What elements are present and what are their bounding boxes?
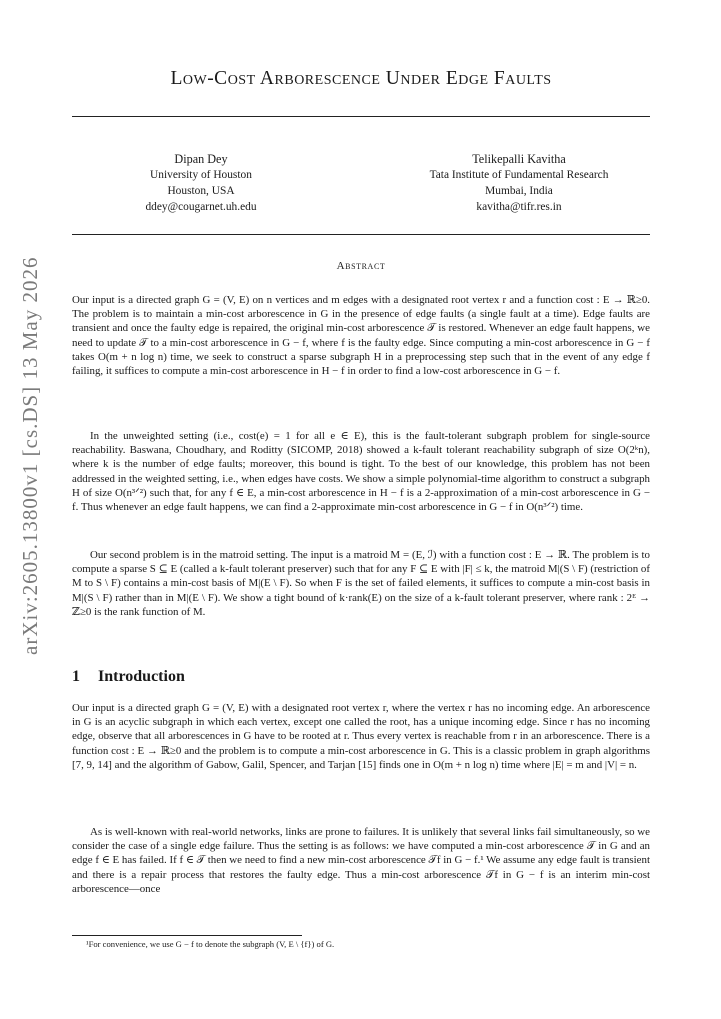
footnote-rule [72,935,302,936]
paper-title: Low-Cost Arborescence Under Edge Faults [170,68,552,89]
author-email[interactable]: ddey@cougarnet.uh.edu [145,201,257,213]
abstract-paragraph: Our input is a directed graph G = (V, E) on n vertices and m edges with a designated root vertex r and a function cost : E → ℝ≥0. The problem is to maintain a min-cost arborescence in G in the presence of edge faults (a single fault at a time). Edge faults are transient and once the faulty edge is repaired, the original min-cost arborescence 𝒯 is restored. Whenever an edge fault happens, we need to update 𝒯 to a min-cost arborescence in G − f, where f is the faulty edge. Since computing a min-cost arborescence in G − f takes O(m + n log n) time, we seek to construct a sparse subgraph H in a preprocessing step such that in the event of any edge f failing, it suffices to compute a min-cost arborescence in H − f in order to find a low-cost arborescence in G − f. [72,294,650,378]
author-block-2 [390,151,648,215]
author-location: Mumbai, India [485,185,553,197]
intro-paragraph: Our input is a directed graph G = (V, E) with a designated root vertex r, where the vertex r has no incoming edge. An arborescence in G is an acyclic subgraph in which each vertex, except one called the root, has a unique incoming edge. Since r has no incoming edge, observe that all arborescences in G have to be rooted at r. Thus every vertex is reachable from r in an arborescence. There is a function cost : E → ℝ≥0 and the problem is to compute a min-cost arborescence in G. This is a classic problem in graph algorithms [7, 9, 14] and the algorithm of Gabow, Galil, Spencer, and Tarjan [15] finds one in O(m + n log n) time where |E| = m and |V| = n. [72,702,650,771]
author-location: Houston, USA [167,185,235,197]
arxiv-identifier[interactable]: arXiv:2605.13800v1 [cs.DS] 13 May 2026 [18,256,42,655]
abstract-heading: Abstract [336,260,386,272]
intro-paragraph: As is well-known with real-world networks, links are prone to failures. It is unlikely that several links fail simultaneously, so we consider the case of a single edge failure. Thus the setting is as follows: we have computed a min-cost arborescence 𝒯 in G and an edge f ∈ E has failed. If f ∈ 𝒯 then we need to find a new min-cost arborescence 𝒯f in G − f.¹ We assume any edge fault is transient and there is a repair process that restores the faulty edge. Thus a min-cost arborescence 𝒯f in G − f is an interim min-cost arborescence—once [72,826,650,895]
author-name: Telikepalli Kavitha [472,152,566,166]
section-number: 1 [72,668,80,685]
author-email[interactable]: kavitha@tifr.res.in [476,201,562,213]
author-name: Dipan Dey [174,152,228,166]
title-rule-bottom [72,234,650,235]
section-title: Introduction [98,668,185,685]
abstract-paragraph: Our second problem is in the matroid setting. The input is a matroid M = (E, ℐ) with a function cost : E → ℝ. The problem is to compute a sparse S ⊆ E (called a k-fault tolerant preserver) such that for any F ⊆ E with |F| ≤ k, the matroid M|(S \ F) (restriction of M to S \ F) contains a min-cost basis of M|(E \ F). So when F is the set of failed elements, it suffices to compute a min-cost basis in M|(S \ F) rather than in M|(E \ F). We show a tight bound of k·rank(E) on the size of a k-fault tolerant preserver, where rank : 2ᴱ → ℤ≥0 is the rank function of M. [72,549,650,618]
author-affiliation: Tata Institute of Fundamental Research [429,169,609,181]
section-heading [72,668,185,686]
title-rule-top [72,116,650,117]
author-affiliation: University of Houston [150,169,252,181]
author-block-1 [72,151,330,215]
footnote: ¹For convenience, we use G − f to denote the subgraph (V, E \ {f}) of G. [86,939,335,949]
abstract-paragraph: In the unweighted setting (i.e., cost(e) = 1 for all e ∈ E), this is the fault-tolerant subgraph problem for single-source reachability. Baswana, Choudhary, and Roditty (SICOMP, 2018) showed a k-fault tolerant reachability subgraph of size O(2ᵏn), where k is the number of edge faults; moreover, this bound is tight. To the best of our knowledge, this problem has not been addressed in the weighted setting, i.e., when edges have costs. We show a simple polynomial-time algorithm to construct a subgraph H of size O(n³ᐟ²) such that, for any f ∈ E, a min-cost arborescence in H − f is a 2-approximation of a min-cost arborescence in G − f. Thus whenever an edge fault happens, we can find a 2-approximate min-cost arborescence in G − f in O(n³ᐟ²) time. [72,430,650,514]
